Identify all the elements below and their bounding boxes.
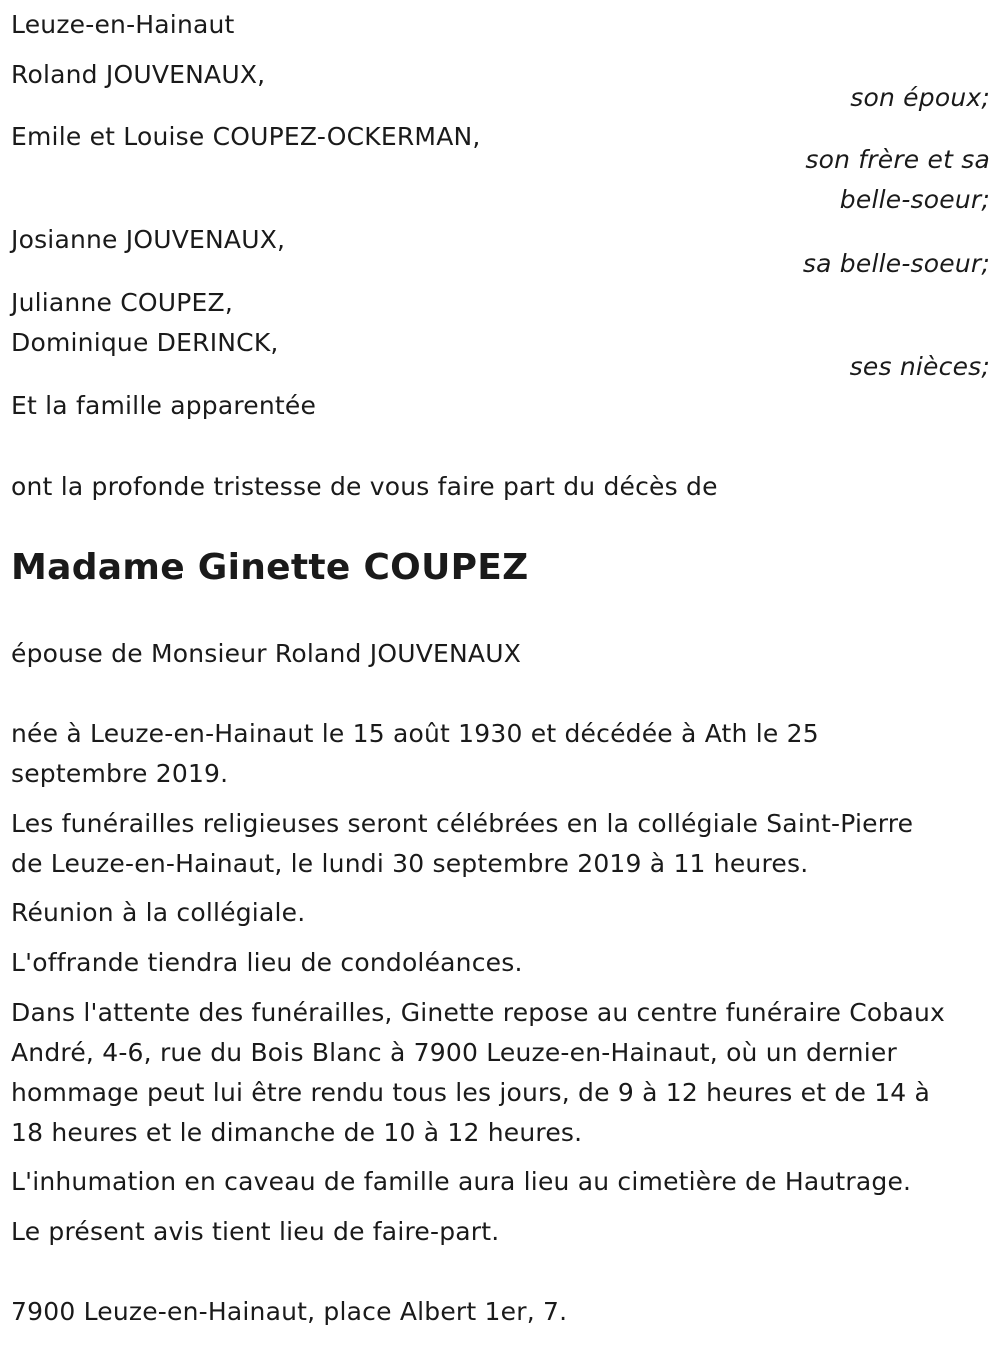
wake-line-1: Dans l'attente des funérailles, Ginette repose au centre funéraire Cobaux — [11, 998, 946, 1027]
notice-line: Le présent avis tient lieu de faire-part. — [11, 1217, 500, 1246]
relation-sister-in-law: sa belle-soeur; — [802, 249, 990, 278]
wake-line-4: 18 heures et le dimanche de 10 à 12 heures. — [11, 1118, 583, 1147]
relation-spouse: son époux; — [850, 83, 990, 112]
address-line: 7900 Leuze-en-Hainaut, place Albert 1er, 7. — [11, 1297, 568, 1326]
family-member-niece-1: Julianne COUPEZ, — [11, 288, 234, 317]
family-member-niece-2: Dominique DERINCK, — [11, 328, 279, 357]
deceased-name: Madame Ginette COUPEZ — [11, 547, 529, 588]
birth-death-line-1: née à Leuze-en-Hainaut le 15 août 1930 et décédée à Ath le 25 — [11, 719, 819, 748]
funeral-line-2: de Leuze-en-Hainaut, le lundi 30 septembre 2019 à 11 heures. — [11, 849, 809, 878]
burial-line: L'inhumation en caveau de famille aura lieu au cimetière de Hautrage. — [11, 1167, 912, 1196]
spouse-line: épouse de Monsieur Roland JOUVENAUX — [11, 639, 522, 668]
funeral-line-1: Les funérailles religieuses seront célébrées en la collégiale Saint-Pierre — [11, 809, 914, 838]
relation-brother-line2: belle-soeur; — [839, 185, 990, 214]
meeting-line: Réunion à la collégiale. — [11, 898, 306, 927]
relation-brother-line1: son frère et sa — [805, 145, 990, 174]
family-member-sister-in-law: Josianne JOUVENAUX, — [11, 225, 286, 254]
relation-nieces: ses nièces; — [849, 352, 990, 381]
header-place: Leuze-en-Hainaut — [11, 10, 235, 39]
birth-death-line-2: septembre 2019. — [11, 759, 229, 788]
wake-line-2: André, 4-6, rue du Bois Blanc à 7900 Leuze-en-Hainaut, où un dernier — [11, 1038, 897, 1067]
offering-line: L'offrande tiendra lieu de condoléances. — [11, 948, 523, 977]
family-member-spouse: Roland JOUVENAUX, — [11, 60, 266, 89]
announcement-intro: ont la profonde tristesse de vous faire part du décès de — [11, 472, 718, 501]
family-extended: Et la famille apparentée — [11, 391, 317, 420]
wake-line-3: hommage peut lui être rendu tous les jours, de 9 à 12 heures et de 14 à — [11, 1078, 931, 1107]
family-member-brother: Emile et Louise COUPEZ-OCKERMAN, — [11, 122, 481, 151]
